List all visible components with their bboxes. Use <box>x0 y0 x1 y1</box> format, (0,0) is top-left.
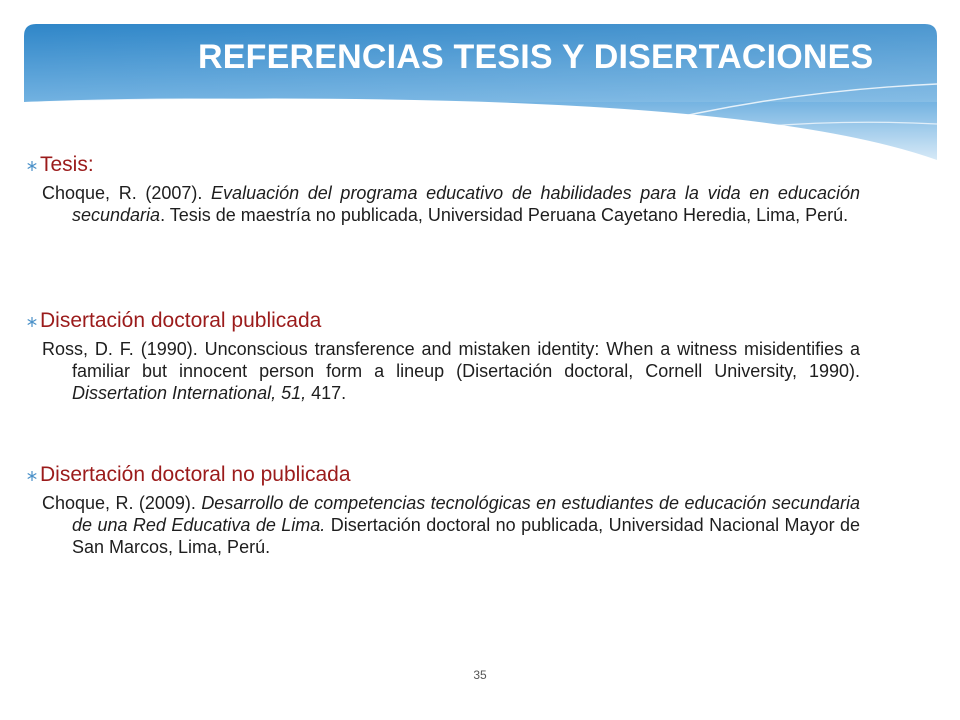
reference-text: Choque, R. (2009). <box>42 493 202 513</box>
reference-italic-title: Evaluación del programa educativo de habilidades para la vida en educación secundaria <box>72 183 860 225</box>
heading-text: Disertación doctoral publicada <box>40 309 322 332</box>
reference-entry <box>42 338 860 404</box>
asterisk-bullet-icon <box>26 159 38 173</box>
reference-italic-title: Desarrollo de competencias tecnológicas en estudiantes de educación secundaria de una Red Educativa de Lima. <box>72 493 860 535</box>
section-disertacion-no-publicada <box>40 462 860 558</box>
reference-text: Choque, R. (2007). <box>42 183 212 203</box>
reference-text: Disertación doctoral no publicada, Universidad Nacional Mayor de San Marcos, Lima, Perú. <box>72 515 861 557</box>
page-number: 35 <box>473 668 487 682</box>
reference-italic-title: Dissertation International, 51, <box>72 383 307 403</box>
section-heading <box>40 152 860 178</box>
section-tesis <box>40 152 860 226</box>
slide-title: REFERENCIAS TESIS Y DISERTACIONES <box>198 38 874 76</box>
reference-entry <box>42 182 860 226</box>
reference-entry <box>42 492 860 558</box>
asterisk-bullet-icon <box>26 469 38 483</box>
reference-text: . Tesis de maestría no publicada, Universidad Peruana Cayetano Heredia, Lima, Perú. <box>160 205 849 225</box>
section-heading <box>40 462 860 488</box>
section-disertacion-publicada <box>40 308 860 404</box>
reference-text: 417. <box>306 383 347 403</box>
section-heading <box>40 308 860 334</box>
heading-text: Disertación doctoral no publicada <box>40 463 351 486</box>
heading-text: Tesis: <box>40 153 94 176</box>
asterisk-bullet-icon <box>26 315 38 329</box>
reference-text: Ross, D. F. (1990). Unconscious transference and mistaken identity: When a witness misidentifies a familiar but innocent person form a lineup (Disertación doctoral, Cornell University, 1990). <box>42 339 860 381</box>
